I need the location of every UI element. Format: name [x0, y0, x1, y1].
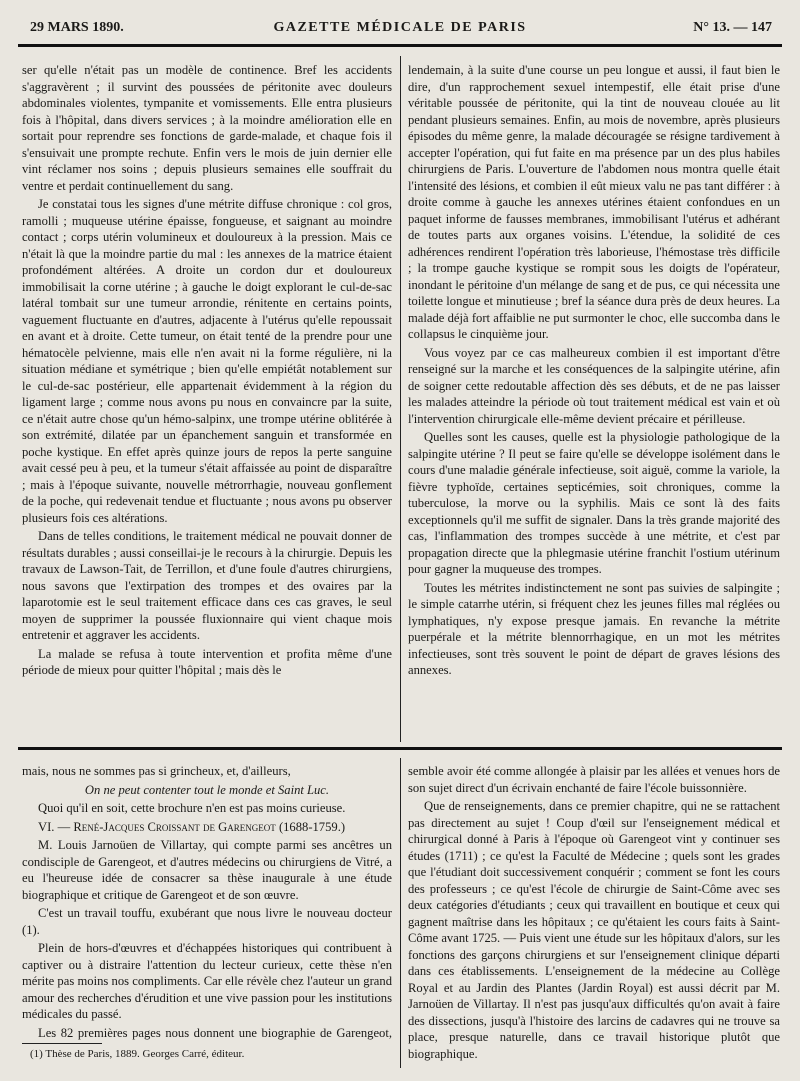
- section-separator-rule: [18, 747, 782, 750]
- column-divider-top: [400, 56, 401, 742]
- header-rule: [18, 44, 782, 47]
- paragraph: Quelles sont les causes, quelle est la physiologie pathologique de la salpingite utérine ? Il peut se faire qu'elle se développe isolément dans le cours d'une maladie générale infectieuse, soit aiguë, comme la variole, la fièvre typhoïde, certaines septicémies, soit chroniques, comme la tuberculose, la morve ou la syphilis. Mais ce sont là des faits exceptionnels qu'il me suffit de signaler. Dans la très grande majorité des cas, l'inflammation des trompes succède à une métrite, et c'est par propagation directe que la phlegmasie utérine franchit l'ostium utérinum pour gagner la muqueuse des trompes.: [408, 430, 780, 576]
- issue-page-number: N° 13. — 147: [693, 20, 772, 35]
- paragraph: Dans de telles conditions, le traitement médical ne pouvait donner de résultats durables ; aussi conseillai-je le recours à la chirurgie. Depuis les travaux de Lawson-Tait, de Terrillon, et d'une foule d'autres chirurgiens, nous savons que l'extirpation des trompes et des ovaires par la laparotomie est le seul traitement efficace dans ces cas graves, le seul moyen de supprimer la poussée fluxionnaire qui vient chaque mois entretenir et aggraver les accidents.: [22, 529, 392, 642]
- issue-date: 29 MARS 1890.: [30, 20, 124, 35]
- section-heading: [22, 819, 392, 836]
- paragraph: La malade se refusa à toute intervention et profita même d'une période de mieux pour quitter l'hôpital ; mais dès le: [22, 646, 392, 677]
- paragraph: Je constatai tous les signes d'une métrite diffuse chronique : col gros, ramolli ; muqueuse utérine épaisse, fongueuse, et saignant au moindre contact ; corps utérin volumineux et douloureux à la pression. Mais ce n'était là que la moindre partie du mal : les annexes de la matrice étaient profondément altérées. A droite un cordon dur et douloureux immobilisait la corne utérine ; à gauche le doigt explorant le cul-de-sac latéral tombait sur une tumeur arrondie, rénitente en certains points, vaguement fluctuante en d'autres, adjacente à l'utérus qu'elle repoussait en avant et à droite. Cette tumeur, on était tenté de la prendre pour une hématocèle pelvienne, mais elle n'en avait ni la forme régulière, ni la situation médiane et symétrique ; bien qu'elle empiétât notablement sur le cul-de-sac postérieur, elle appartenait évidemment à la région du ligament large ; comme nous avons pu nous en convaincre par la suite, ce n'était autre chose qu'un hémo-salpinx, une trompe utérine oblitérée à son extrémité, dilatée par un épanchement sanguin et transformée en poche kystique. En effet après quinze jours de repos la perte sanguine avait cessé peu à peu, et la tumeur s'était affaissée au point de disparaître ; mais à l'époque suivante, nouvelle métrorrhagie, nouveau gonflement de la poche, qui redevenait tendue et fluctuante ; nous avons pu observer plusieurs fois ces altérations.: [22, 197, 392, 525]
- paragraph: semble avoir été comme allongée à plaisir par les allées et venues hors de son sujet direct d'un écrivain enchanté de faire l'école buissonnière.: [408, 764, 780, 795]
- section-dates: (1688-1759.): [278, 819, 346, 834]
- paragraph: M. Louis Jarnoüen de Villartay, qui compte parmi ses ancêtres un condisciple de Garengeot, et d'autres médecins ou chirurgiens de Vitré, a eu l'heureuse idée de consacrer sa thèse inaugurale à une étude biographique et critique de Garengeot et de son œuvre.: [22, 838, 392, 902]
- paragraph: Plein de hors-d'œuvres et d'échappées historiques qui contribuent à captiver ou à distraire l'attention du lecteur curieux, cette thèse n'en mérite pas moins nos compliments. Car elle révèle chez l'auteur un grand amour des recherches d'érudition et une vive passion pour les institutions médicales du passé.: [22, 941, 392, 1021]
- section-name: René-Jacques Croissant de Garengeot: [73, 819, 276, 834]
- page-header: [22, 18, 778, 40]
- footnote-rule: [22, 1043, 102, 1044]
- article-column-top-right: [408, 62, 780, 740]
- paragraph: lendemain, à la suite d'une course un peu longue et aussi, il faut bien le dire, d'un rapprochement sexuel intempestif, elle était prise d'une véritable poussée de péritonite, qui la tint de nouveau clouée au lit pendant plusieurs semaines. Enfin, au mois de novembre, après plusieurs épisodes du même genre, la malade découragée se résigne tardivement à accepter l'opération, qui fut faite en ma présence par un des plus habiles chirurgiens de Paris. L'ouverture de l'abdomen nous montra quelle était l'intensité des lésions, et combien il eût mieux valu ne pas tant différer : à droite comme à gauche les annexes utérines étaient confondues en un paquet informe de fausses membranes, immobilisant l'utérus et adhérant de toutes parts aux organes voisins. L'étendue, la solidité de ces adhérences rendirent l'opération très laborieuse, l'hémostase très difficile ; la trompe gauche kystique se rompit sous les doigts de l'opérateur, inondant le péritoine d'un mélange de sang et de pus, ce qui nécessita une toilette longue et minutieuse ; bref la séance dura près de deux heures. La malade déjà fort affaiblie ne put surmonter le choc, elle succomba dans le collapsus le cinquième jour.: [408, 63, 780, 341]
- article-column-top-left: [22, 62, 392, 740]
- paragraph: Les 82 premières pages nous donnent une biographie de Garengeot,: [38, 1025, 392, 1040]
- column-divider-bottom: [400, 758, 401, 1068]
- quotation: On ne peut contenter tout le monde et Saint Luc.: [84, 782, 330, 797]
- section-number: VI. —: [38, 819, 71, 834]
- publication-title: GAZETTE MÉDICALE DE PARIS: [273, 20, 527, 35]
- paragraph: ser qu'elle n'était pas un modèle de continence. Bref les accidents s'aggravèrent ; il survint des poussées de péritonite avec douleurs abdominales violentes, tympanite et vomissements. Elle entra plusieurs fois à l'hôpital, dans divers services ; à la moindre amélioration elle en sortait pour reprendre ses fonctions de garde-malade, et chaque fois il s'ensuivait une prompte rechute. Enfin vers le mois de juin dernier elle vint réclamer nos soins ; depuis plusieurs semaines elle souffrait du ventre et perdait continuellement du sang.: [22, 63, 392, 193]
- paragraph: Que de renseignements, dans ce premier chapitre, qui ne se rattachent pas directement au sujet ! Coup d'œil sur l'enseignement médical et chirurgical donné à Paris à l'époque où Garengeot vint y continuer ses études (1711) ; ce qu'est la Faculté de Médecine ; quels sont les grades que l'étudiant doit successivement conquérir ; comment se font les cours des professeurs ; ce qu'est l'école de chirurgie de Saint-Côme avec ses deux catégories d'étudiants ; ceux qui travaillent en boutique et ceux qui gagnent maîtrise dans les hôpitaux ; ce qu'étaient les cours faits à Saint-Côme avant 1725. — Puis vient une étude sur les hôpitaux d'alors, sur les fonctions des garçons chirurgiens et sur l'enseignement clinique départi dans ces établissements. L'enseignement de la médecine au Collège Royal et au Jardin des Plantes (Jardin Royal) est aussi décrit par M. Jarnoüen de Villartay. Il n'est pas jusqu'aux difficultés qu'on avait à faire des dissections, jusqu'à l'histoire des larcins de cadavres qui ne trouve sa place, presque naturelle, dans ce travail historique plutôt que biographique.: [408, 799, 780, 1061]
- paragraph: Quoi qu'il en soit, cette brochure n'en est pas moins curieuse.: [38, 801, 346, 815]
- paragraph: Vous voyez par ce cas malheureux combien il est important d'être renseigné sur la marche et les conséquences de la salpingite utérine, afin de soigner cette redoutable affection dès ses débuts, et de ne pas laisser les malades atteindre la période où tout traitement médical est vain et où l'intervention chirurgicale elle-même devient précaire et périlleuse.: [408, 345, 780, 426]
- review-column-bottom-left: [22, 763, 392, 1041]
- footnote: (1) Thèse de Paris, 1889. Georges Carré, éditeur.: [30, 1048, 245, 1060]
- paragraph: C'est un travail touffu, exubérant que nous livre le nouveau docteur (1).: [22, 906, 392, 937]
- paragraph: Toutes les métrites indistinctement ne sont pas suivies de salpingite ; le simple catarrhe utérin, si fréquent chez les jeunes filles mal réglées ou lymphatiques, n'y expose presque jamais. En revanche la métrite puerpérale et la métrite blennorrhagique, en un mot les métrites infectieuses, sont très souvent le point de départ de graves lésions des annexes.: [408, 580, 780, 677]
- review-column-bottom-right: [408, 763, 780, 1063]
- paragraph: mais, nous ne sommes pas si grincheux, et, d'ailleurs,: [22, 764, 291, 778]
